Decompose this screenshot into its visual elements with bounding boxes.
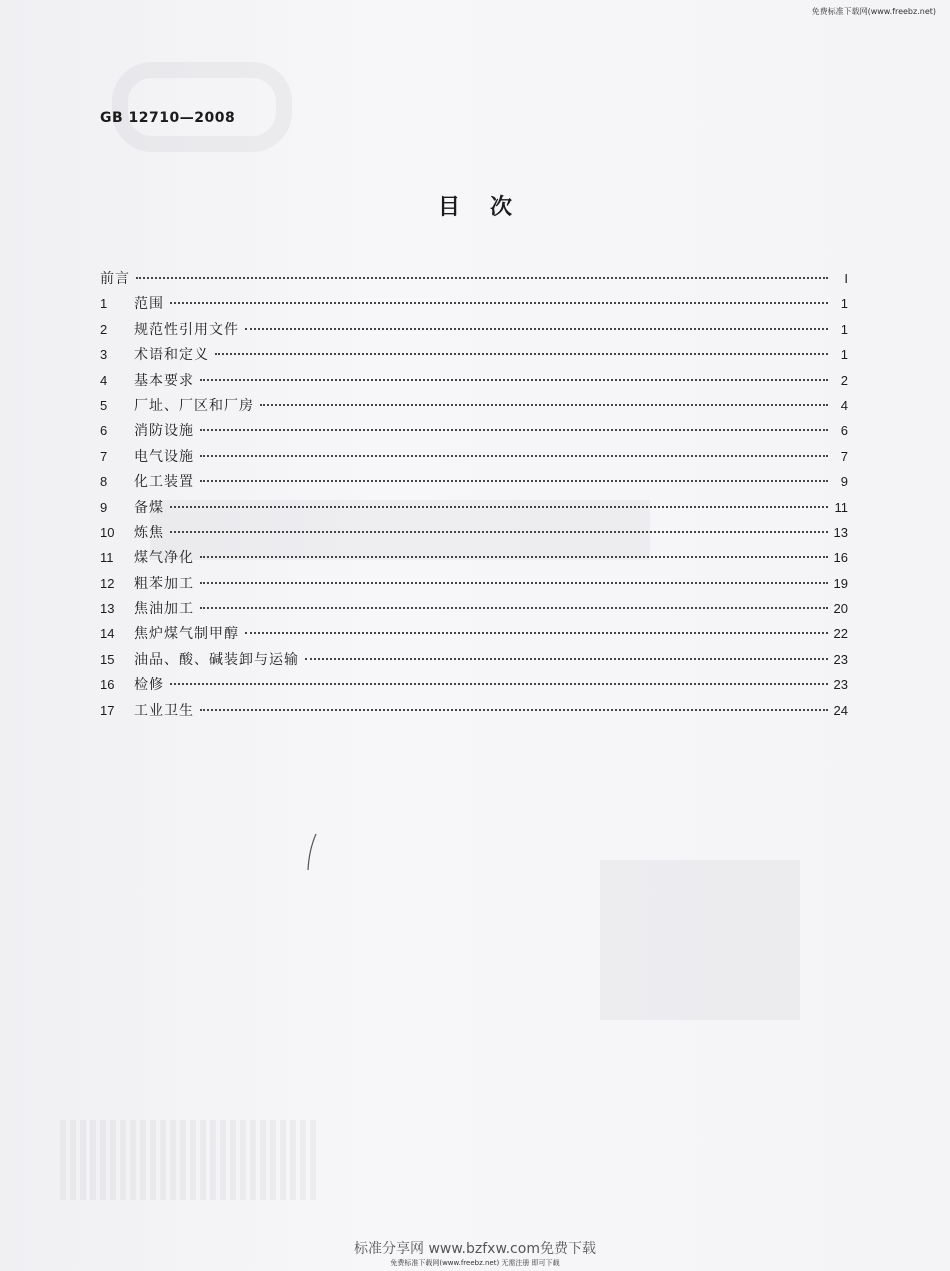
toc-leader-dots (200, 607, 828, 609)
toc-entry-number: 5 (100, 397, 108, 413)
toc-entry-number: 7 (100, 448, 108, 464)
toc-entry[interactable] (100, 395, 848, 420)
toc-entry[interactable] (100, 370, 848, 395)
toc-entry-page: I (844, 271, 848, 286)
toc-leader-dots (200, 582, 828, 584)
toc-entry-number: 11 (100, 550, 114, 566)
toc-entry[interactable] (100, 598, 848, 623)
toc-entry-page: 19 (833, 575, 848, 591)
toc-entry[interactable] (100, 471, 848, 496)
toc-entry-page: 20 (833, 601, 848, 617)
toc-entry-label: 基本要求 (134, 372, 194, 389)
toc-entry-number: 12 (100, 575, 115, 591)
table-of-contents (100, 268, 848, 725)
toc-entry-label: 厂址、厂区和厂房 (134, 397, 254, 414)
bleed-through-footer (60, 1120, 320, 1200)
toc-entry-page: 4 (840, 397, 848, 413)
toc-entry-label: 油品、酸、碱装卸与运输 (134, 651, 299, 668)
bottom-banner: 免费标准下载网(www.freebz.net) 无需注册 即可下载 (390, 1259, 560, 1267)
toc-entry-page: 1 (840, 347, 848, 363)
watermark-text: 标准分享网 www.bzfxw.com免费下载 (354, 1241, 596, 1257)
bleed-through-logo (112, 62, 292, 152)
toc-entry[interactable] (100, 674, 848, 699)
toc-entry-page: 13 (833, 524, 848, 540)
toc-leader-dots (215, 353, 828, 355)
toc-entry-label: 煤气净化 (134, 550, 194, 567)
toc-entry-number: 4 (100, 372, 108, 388)
toc-entry-label: 检修 (134, 677, 164, 694)
page-title: 目次 (437, 195, 542, 220)
toc-entry-label: 工业卫生 (134, 702, 194, 719)
toc-entry-page: 23 (833, 677, 848, 693)
toc-entry-number: 16 (100, 677, 115, 693)
toc-entry-number: 9 (100, 499, 108, 515)
toc-entry-number: 1 (100, 296, 108, 312)
toc-entry[interactable] (100, 420, 848, 445)
toc-entry-page: 23 (833, 651, 848, 667)
toc-entry-page: 1 (840, 321, 848, 337)
toc-entry-label: 化工装置 (134, 474, 194, 491)
toc-entry-label: 焦炉煤气制甲醇 (134, 626, 239, 643)
toc-entry[interactable] (100, 497, 848, 522)
toc-entry-number: 14 (100, 626, 115, 642)
toc-entry[interactable] (100, 649, 848, 674)
toc-entry-number: 3 (100, 347, 108, 363)
toc-entry-page: 2 (840, 372, 848, 388)
toc-entry-label: 炼焦 (134, 524, 164, 541)
toc-leader-dots (170, 683, 828, 685)
toc-leader-dots (170, 506, 828, 508)
toc-entry-label: 电气设施 (134, 448, 194, 465)
toc-entry-number: 8 (100, 474, 108, 490)
toc-leader-dots (245, 328, 828, 330)
toc-entry-page: 7 (840, 448, 848, 464)
pen-mark (306, 832, 318, 872)
toc-leader-dots (200, 429, 828, 431)
toc-leader-dots (200, 480, 828, 482)
toc-entry[interactable] (100, 268, 848, 293)
toc-leader-dots (170, 302, 828, 304)
toc-entry-label: 范围 (134, 296, 164, 313)
toc-leader-dots (136, 277, 828, 279)
toc-entry-number: 15 (100, 651, 115, 667)
toc-leader-dots (170, 531, 828, 533)
toc-leader-dots (260, 404, 828, 406)
toc-entry-page: 6 (840, 423, 848, 439)
toc-entry[interactable] (100, 319, 848, 344)
toc-entry-label: 规范性引用文件 (134, 321, 239, 338)
toc-entry-page: 1 (840, 296, 848, 312)
toc-entry-label: 消防设施 (134, 423, 194, 440)
toc-entry-page: 9 (840, 474, 848, 490)
toc-entry-page: 11 (834, 499, 848, 515)
toc-entry[interactable] (100, 547, 848, 572)
toc-entry-label: 术语和定义 (134, 347, 209, 364)
toc-leader-dots (200, 379, 828, 381)
toc-entry-number: 17 (100, 702, 115, 718)
toc-entry-number: 6 (100, 423, 108, 439)
toc-entry-label: 粗苯加工 (134, 575, 194, 592)
toc-entry-page: 24 (833, 702, 848, 718)
standard-code: GB 12710—2008 (100, 110, 236, 126)
toc-leader-dots (305, 658, 828, 660)
toc-leader-dots (200, 556, 828, 558)
toc-entry-page: 16 (833, 550, 848, 566)
toc-entry[interactable] (100, 623, 848, 648)
toc-entry[interactable] (100, 522, 848, 547)
toc-entry[interactable] (100, 573, 848, 598)
toc-entry-label: 焦油加工 (134, 601, 194, 618)
toc-entry-number: 10 (100, 524, 115, 540)
toc-entry-label: 前言 (100, 271, 130, 287)
toc-entry[interactable] (100, 700, 848, 725)
toc-leader-dots (245, 632, 828, 634)
toc-leader-dots (200, 709, 828, 711)
bleed-through-block (600, 860, 800, 1020)
toc-entry[interactable] (100, 344, 848, 369)
toc-leader-dots (200, 455, 828, 457)
toc-entry-number: 13 (100, 601, 115, 617)
toc-entry-number: 2 (100, 321, 108, 337)
toc-entry-page: 22 (833, 626, 848, 642)
toc-entry-label: 备煤 (134, 499, 164, 516)
toc-entry[interactable] (100, 446, 848, 471)
top-banner: 免费标准下载网(www.freebz.net) (811, 7, 936, 16)
toc-entry[interactable] (100, 293, 848, 318)
